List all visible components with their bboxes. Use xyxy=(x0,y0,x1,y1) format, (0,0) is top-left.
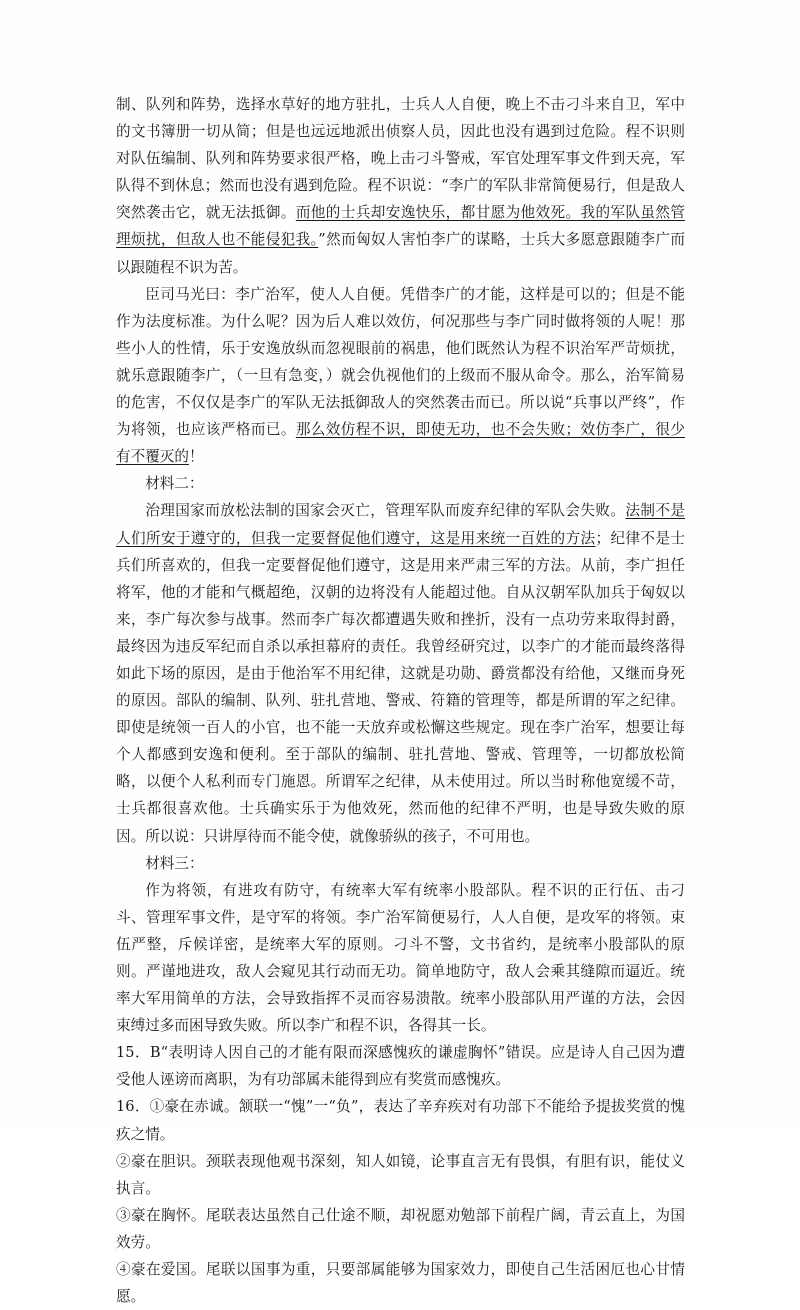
paragraph xyxy=(116,497,685,849)
paragraph xyxy=(116,91,685,281)
document-body xyxy=(116,91,685,1310)
paragraph xyxy=(116,1093,685,1147)
paragraph xyxy=(116,877,685,1040)
text-run: ②豪在胆识。颈联表现他观书深刻，知人如镜，论事直言无有畏惧，有胆有识，能仗义执言。 xyxy=(116,1152,685,1197)
section-heading xyxy=(116,470,685,497)
underlined-text: 而他的士兵却安逸快乐，都甘愿为他效死。我的军队虽然管理烦扰，但敌人也不能侵犯我。 xyxy=(116,204,685,249)
underlined-text: 法制不是人们所安于遵守的，但我一定要督促他们遵守，这是用来统一百姓的方法 xyxy=(116,502,685,547)
text-run: 臣司马光曰：李广治军，使人人自便。凭借李广的才能，这样是可以的；但是不能作为法度标准。为什么呢？因为后人难以效仿，何况那些与李广同时做将领的人呢！那些小人的性情，乐于安逸放纵而忽视眼前的祸患，他们既然认为程不识治军严苛烦扰，就乐意跟随李广，（一旦有急变，）就会仇视他们的上级而不服从命令。那么，治军简易的危害，不仅仅是李广的军队无法抵御敌人的突然袭击而已。所以说“兵事以严终”，作为将领，也应该严格而已。 xyxy=(116,285,685,439)
text-run: 15．B“表明诗人因自己的才能有限而深感愧疚的谦虚胸怀”错误。应是诗人自己因为遭受他人诬谤而离职，为有功部属未能得到应有奖赏而感愧疚。 xyxy=(116,1044,685,1089)
text-run: 材料三： xyxy=(145,854,204,872)
paragraph xyxy=(116,1039,685,1093)
text-run: ！ xyxy=(188,448,204,466)
paragraph xyxy=(116,1148,685,1202)
text-run: ③豪在胸怀。尾联表达虽然自己仕途不顺，却祝愿劝勉部下前程广阔，青云直上，为国效劳。 xyxy=(116,1206,685,1251)
text-run: ”然而匈奴人害怕李广的谋略，士兵大多愿意跟随李广而以跟随程不识为苦。 xyxy=(116,231,686,276)
paragraph xyxy=(116,1256,685,1310)
underlined-text: 那么效仿程不识，即使无功，也不会失败；效仿李广，很少有不覆灭的 xyxy=(116,421,685,466)
text-run: 作为将领，有进攻有防守，有统率大军有统率小股部队。程不识的正行伍、击刁斗、管理军事文件，是守军的将领。李广治军简便易行，人人自便，是攻军的将领。束伍严整，斥候详密，是统率大军的原则。刁斗不警，文书省约，是统率小股部队的原则。严谨地进攻，敌人会窥见其行动而无功。简单地防守，敌人会乘其缝隙而逼近。统率大军用简单的方法，会导致指挥不灵而容易溃散。统率小股部队用严谨的方法，会因束缚过多而困导致失败。所以李广和程不识，各得其一长。 xyxy=(116,881,685,1035)
paragraph xyxy=(116,1202,685,1256)
paragraph xyxy=(116,281,685,471)
text-run: 治理国家而放松法制的国家会灭亡，管理军队而废弃纪律的军队会失败。 xyxy=(145,502,626,520)
text-run: ；纪律不是士兵们所喜欢的，但我一定要督促他们遵守，这是用来严肃三军的方法。从前，李广担任将军，他的才能和气概超绝，汉朝的边将没有人能超过他。自从汉朝军队加兵于匈奴以来，李广每次参与战事。然而李广每次都遭遇失败和挫折，没有一点功劳来取得封爵，最终因为违反军纪而自杀以承担幕府的责任。我曾经研究过，以李广的才能而最终落得如此下场的原因，是由于他治军不用纪律，这就是功勋、爵赏都没有给他，又继而身死的原因。部队的编制、队列、驻扎营地、警戒、符籍的管理等，都是所谓的军之纪律。即使是统领一百人的小官，也不能一天放弃或松懈这些规定。现在李广治军，想要让每个人都感到安逸和便利。至于部队的编制、驻扎营地、警戒、管理等，一切都放松简略，以便个人私利而专门施恩。所谓军之纪律，从未使用过。所以当时称他宽缓不苛，士兵都很喜欢他。士兵确实乐于为他效死，然而他的纪律不严明，也是导致失败的原因。所以说：只讲厚待而不能令使，就像骄纵的孩子，不可用也。 xyxy=(116,529,685,845)
text-run: 制、队列和阵势，选择水草好的地方驻扎，士兵人人自便，晚上不击刁斗来自卫，军中的文书簿册一切从简；但是也远远地派出侦察人员，因此也没有遇到过危险。程不识则对队伍编制、队列和阵势要求很严格，晚上击刁斗警戒，军官处理军事文件到天亮，军队得不到休息；然而也没有遇到危险。程不识说：“李广的军队非常简便易行，但是敌人突然袭击它，就无法抵御。 xyxy=(116,96,685,222)
text-run: 16．①豪在赤诚。颔联一“愧”一“负”，表达了辛弃疾对有功部下不能给予提拔奖赏的愧疚之情。 xyxy=(116,1098,685,1143)
text-run: ④豪在爱国。尾联以国事为重，只要部属能够为国家效力，即使自己生活困厄也心甘情愿。 xyxy=(116,1261,685,1306)
text-run: 材料二： xyxy=(145,475,204,493)
section-heading xyxy=(116,850,685,877)
